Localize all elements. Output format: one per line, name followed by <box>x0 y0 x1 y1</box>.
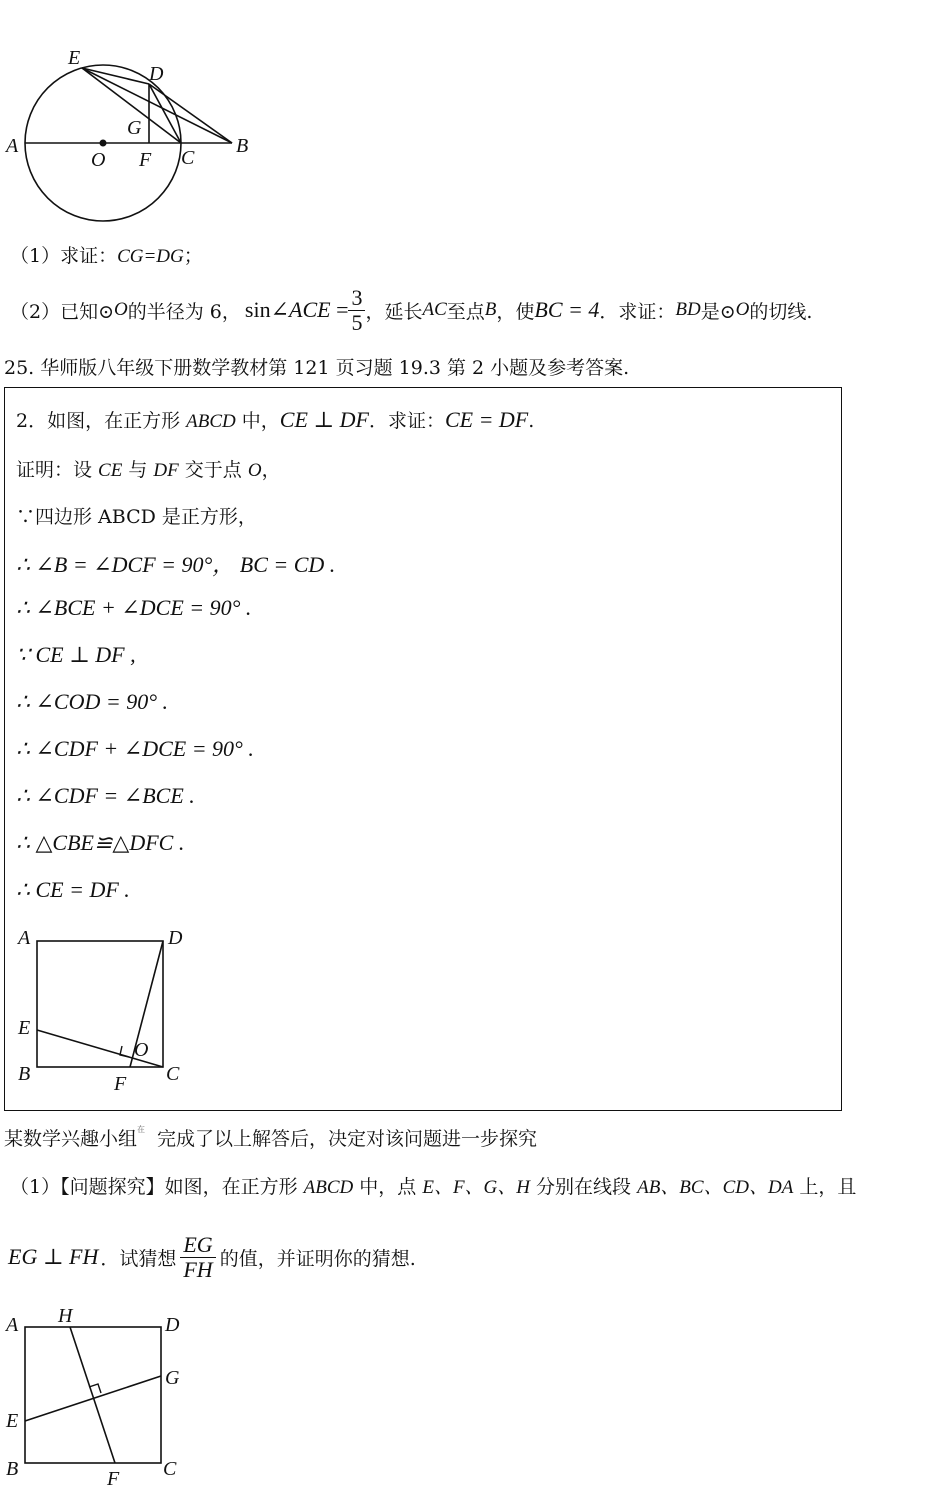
q24-part1-prefix: （1）求证： <box>10 245 118 267</box>
part1-line1: （1）【问题探究】如图，在正方形 ABCD 中，点 E、F、G、H 分别在线段 AB、BC、CD、DA 上，且 <box>10 1176 857 1198</box>
label-a: A <box>18 927 31 949</box>
circle-figure <box>0 40 270 230</box>
fraction-eg-fh: $\frac{EG}{FH}$ <box>180 1233 215 1280</box>
label-h: H <box>58 1305 73 1327</box>
segment-eg <box>25 1376 161 1421</box>
label-b: B <box>18 1063 31 1085</box>
q24-part2-text-1: （2）已知⊙ <box>10 300 115 323</box>
q24-part2: （2）已知⊙ O 的半径为 6， sin∠ACE = $\frac{3}{5}$ ，延长 AC 至点 B ，使 BC = 4 ．求证： BD 是⊙ O 的切线. <box>10 285 813 335</box>
proof-line-8: ∴ △CBE≌△DFC . <box>16 830 185 855</box>
label-b: B <box>236 135 249 157</box>
label-e: E <box>18 1017 31 1039</box>
proof-line-3: ∴ ∠BCE + ∠DCE = 90° . <box>16 595 252 620</box>
label-a: A <box>6 1314 19 1336</box>
box-problem: 2．如图，在正方形 ABCD 中，CE ⊥ DF．求证：CE = DF. <box>16 407 535 432</box>
label-e: E <box>6 1410 19 1432</box>
fraction-3-5: $\frac{3}{5}$ <box>348 286 365 333</box>
proof-line-1: ∵四边形 ABCD 是正方形， <box>16 506 257 528</box>
small-mark: 在 <box>137 1125 146 1134</box>
label-c: C <box>181 147 195 169</box>
label-c: C <box>163 1458 177 1480</box>
label-b: B <box>6 1458 19 1480</box>
part1-line2: EG ⊥ FH ．试猜想 $\frac{EG}{FH}$ 的值，并证明你的猜想. <box>8 1232 416 1282</box>
proof-line-7: ∴ ∠CDF = ∠BCE . <box>16 783 195 808</box>
label-c: C <box>166 1063 180 1085</box>
proof-line-6: ∴ ∠CDF + ∠DCE = 90° . <box>16 736 254 761</box>
segment-hf <box>70 1327 115 1463</box>
q24-part2-text-2: 的半径为 6， <box>127 300 241 323</box>
q25-header: 25. 华师版八年级下册数学教材第 121 页习题 19.3 第 2 小题及参考答案. <box>4 357 630 379</box>
proof-line-4: ∵ CE ⊥ DF , <box>16 642 136 667</box>
square-figure-1 <box>10 920 200 1100</box>
label-a: A <box>6 135 19 157</box>
label-e: E <box>68 47 81 69</box>
box-proof-intro: 证明：设 CE 与 DF 交于点 O， <box>16 459 281 481</box>
square-figure-2 <box>0 1300 200 1490</box>
right-angle-mark <box>120 1046 129 1057</box>
label-g: G <box>165 1367 180 1389</box>
label-o: O <box>91 149 106 171</box>
label-f: F <box>139 149 152 171</box>
label-g: G <box>127 117 142 139</box>
after-box-text: 某数学兴趣小组$^在$ 完成了以上解答后，决定对该问题进一步探究 <box>4 1125 538 1150</box>
q24-part2-circle-o: O <box>114 299 128 320</box>
sin-expression: sin∠ACE = <box>244 297 349 322</box>
center-point-o <box>100 140 107 147</box>
proof-line-2: ∴ ∠B = ∠DCF = 90°， BC = CD . <box>16 552 336 577</box>
label-d: D <box>165 1314 180 1336</box>
label-d: D <box>168 927 183 949</box>
label-f: F <box>114 1073 127 1095</box>
label-d: D <box>149 63 164 85</box>
label-o: O <box>134 1039 149 1061</box>
segment-dc <box>149 84 181 143</box>
q24-part1 <box>10 241 203 268</box>
q24-part1-suffix: ； <box>183 245 203 267</box>
segment-db <box>149 84 232 143</box>
q24-part1-expr: CG=DG <box>117 246 184 267</box>
q24-part2-text-3: ，延长 <box>365 300 423 323</box>
bc-equals-4: BC = 4 <box>534 297 600 322</box>
label-f: F <box>107 1468 120 1490</box>
proof-line-5: ∴ ∠COD = 90° . <box>16 689 169 714</box>
proof-line-9: ∴ CE = DF . <box>16 877 130 902</box>
